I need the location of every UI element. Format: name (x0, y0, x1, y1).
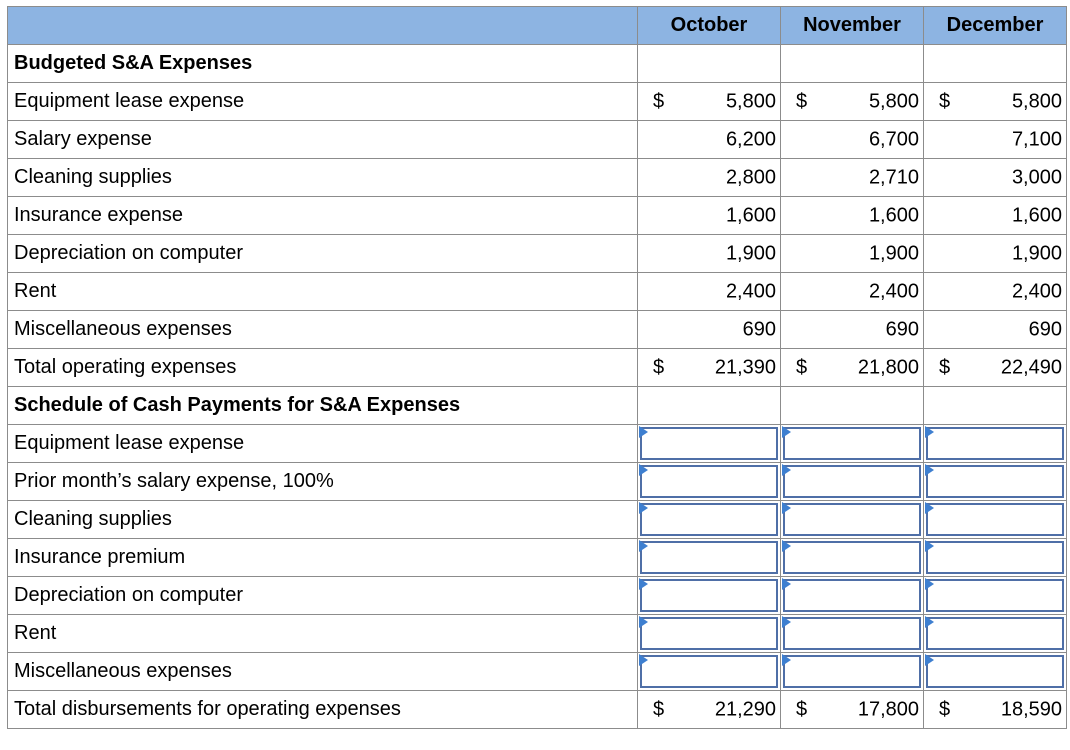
schedule-row (8, 501, 1067, 539)
amount-value: 1,900 (868, 242, 919, 264)
amount-value: 6,700 (868, 128, 919, 150)
input-cell-december (924, 577, 1067, 615)
input-cell-december (924, 463, 1067, 501)
row-label: Equipment lease expense (8, 83, 638, 121)
amount-input-december[interactable] (926, 503, 1064, 536)
amount-input-november[interactable] (783, 503, 921, 536)
amount-input-october[interactable] (640, 541, 778, 574)
amount-cell-november (781, 197, 924, 235)
total-disbursements-row (8, 691, 1067, 729)
budget-row (8, 311, 1067, 349)
currency-symbol: $ (796, 90, 808, 112)
currency-symbol: $ (939, 90, 951, 112)
amount-value: 2,800 (725, 166, 776, 188)
input-cell-october (638, 615, 781, 653)
amount-value: 2,710 (868, 166, 919, 188)
input-cell-december (924, 539, 1067, 577)
amount-value: 690 (885, 318, 919, 340)
schedule-row (8, 615, 1067, 653)
input-cell-october (638, 463, 781, 501)
schedule-row (8, 425, 1067, 463)
amount-input-december[interactable] (926, 465, 1064, 498)
amount-input-november[interactable] (783, 427, 921, 460)
amount-value: 1,600 (1011, 204, 1062, 226)
row-label: Salary expense (8, 121, 638, 159)
budget-row (8, 159, 1067, 197)
amount-input-december[interactable] (926, 655, 1064, 688)
amount-cell-december (924, 235, 1067, 273)
row-label: Equipment lease expense (8, 425, 638, 463)
amount-input-october[interactable] (640, 579, 778, 612)
amount-cell-october (638, 273, 781, 311)
budget-section-title-row (8, 45, 1067, 83)
amount-input-december[interactable] (926, 579, 1064, 612)
input-cell-october (638, 653, 781, 691)
budget-row (8, 83, 1067, 121)
sa-expense-table (7, 6, 1067, 729)
amount-cell-december (924, 83, 1067, 121)
input-cell-december (924, 653, 1067, 691)
currency-symbol: $ (653, 356, 665, 378)
amount-value: 21,290 (714, 698, 776, 720)
amount-value: 5,800 (725, 90, 776, 112)
amount-cell-october (638, 121, 781, 159)
row-label: Depreciation on computer (8, 577, 638, 615)
amount-cell-october (638, 235, 781, 273)
header-december: December (924, 7, 1067, 45)
amount-value: 2,400 (725, 280, 776, 302)
budget-row (8, 121, 1067, 159)
currency-symbol: $ (796, 698, 808, 720)
row-label: Total disbursements for operating expenses (8, 691, 638, 729)
row-label: Miscellaneous expenses (8, 653, 638, 691)
row-label: Rent (8, 615, 638, 653)
row-label: Prior month’s salary expense, 100% (8, 463, 638, 501)
input-cell-november (781, 501, 924, 539)
amount-cell-december (924, 691, 1067, 729)
amount-cell-november (781, 349, 924, 387)
amount-value: 18,590 (1000, 698, 1062, 720)
amount-cell-november (781, 311, 924, 349)
header-blank-cell (8, 7, 638, 45)
budget-row (8, 349, 1067, 387)
amount-cell-november (781, 235, 924, 273)
amount-value: 7,100 (1011, 128, 1062, 150)
amount-cell-october (638, 691, 781, 729)
row-label: Total operating expenses (8, 349, 638, 387)
currency-symbol: $ (939, 356, 951, 378)
schedule-row (8, 577, 1067, 615)
amount-value: 17,800 (857, 698, 919, 720)
empty-cell (781, 45, 924, 83)
budget-row (8, 197, 1067, 235)
amount-value: 1,900 (1011, 242, 1062, 264)
amount-input-december[interactable] (926, 617, 1064, 650)
amount-cell-october (638, 349, 781, 387)
amount-cell-november (781, 159, 924, 197)
amount-input-october[interactable] (640, 617, 778, 650)
amount-cell-december (924, 311, 1067, 349)
amount-value: 21,800 (857, 356, 919, 378)
amount-input-december[interactable] (926, 541, 1064, 574)
budget-row (8, 235, 1067, 273)
amount-cell-october (638, 311, 781, 349)
amount-value: 3,000 (1011, 166, 1062, 188)
empty-cell (924, 45, 1067, 83)
input-cell-november (781, 463, 924, 501)
input-cell-december (924, 615, 1067, 653)
amount-value: 2,400 (868, 280, 919, 302)
amount-cell-november (781, 273, 924, 311)
budget-section-title: Budgeted S&A Expenses (8, 45, 638, 83)
input-cell-december (924, 501, 1067, 539)
amount-value: 690 (742, 318, 776, 340)
input-cell-december (924, 425, 1067, 463)
amount-cell-december (924, 159, 1067, 197)
input-cell-november (781, 653, 924, 691)
header-row (8, 7, 1067, 45)
empty-cell (924, 387, 1067, 425)
input-cell-october (638, 539, 781, 577)
amount-cell-november (781, 121, 924, 159)
header-october: October (638, 7, 781, 45)
amount-value: 21,390 (714, 356, 776, 378)
amount-value: 22,490 (1000, 356, 1062, 378)
amount-cell-november (781, 691, 924, 729)
amount-value: 5,800 (1011, 90, 1062, 112)
currency-symbol: $ (653, 698, 665, 720)
amount-cell-december (924, 273, 1067, 311)
amount-input-october[interactable] (640, 503, 778, 536)
currency-symbol: $ (939, 698, 951, 720)
amount-value: 6,200 (725, 128, 776, 150)
amount-cell-november (781, 83, 924, 121)
amount-input-october[interactable] (640, 655, 778, 688)
empty-cell (638, 387, 781, 425)
amount-cell-october (638, 83, 781, 121)
row-label: Insurance expense (8, 197, 638, 235)
currency-symbol: $ (796, 356, 808, 378)
header-november: November (781, 7, 924, 45)
input-cell-november (781, 577, 924, 615)
amount-value: 2,400 (1011, 280, 1062, 302)
amount-input-november[interactable] (783, 655, 921, 688)
input-cell-october (638, 577, 781, 615)
amount-input-october[interactable] (640, 427, 778, 460)
amount-value: 690 (1028, 318, 1062, 340)
schedule-section-title-row (8, 387, 1067, 425)
amount-cell-october (638, 197, 781, 235)
row-label: Cleaning supplies (8, 159, 638, 197)
schedule-row (8, 463, 1067, 501)
schedule-row (8, 653, 1067, 691)
amount-cell-october (638, 159, 781, 197)
amount-cell-december (924, 121, 1067, 159)
schedule-section-title: Schedule of Cash Payments for S&A Expenses (8, 387, 638, 425)
amount-value: 1,600 (868, 204, 919, 226)
amount-value: 1,900 (725, 242, 776, 264)
row-label: Cleaning supplies (8, 501, 638, 539)
input-cell-october (638, 501, 781, 539)
input-cell-october (638, 425, 781, 463)
amount-input-november[interactable] (783, 617, 921, 650)
amount-input-november[interactable] (783, 465, 921, 498)
row-label: Depreciation on computer (8, 235, 638, 273)
amount-input-november[interactable] (783, 541, 921, 574)
amount-cell-december (924, 197, 1067, 235)
row-label: Miscellaneous expenses (8, 311, 638, 349)
input-cell-november (781, 425, 924, 463)
empty-cell (781, 387, 924, 425)
input-cell-november (781, 539, 924, 577)
amount-cell-december (924, 349, 1067, 387)
row-label: Rent (8, 273, 638, 311)
budget-row (8, 273, 1067, 311)
amount-input-october[interactable] (640, 465, 778, 498)
amount-value: 1,600 (725, 204, 776, 226)
amount-input-november[interactable] (783, 579, 921, 612)
empty-cell (638, 45, 781, 83)
row-label: Insurance premium (8, 539, 638, 577)
amount-input-december[interactable] (926, 427, 1064, 460)
amount-value: 5,800 (868, 90, 919, 112)
schedule-row (8, 539, 1067, 577)
currency-symbol: $ (653, 90, 665, 112)
input-cell-november (781, 615, 924, 653)
